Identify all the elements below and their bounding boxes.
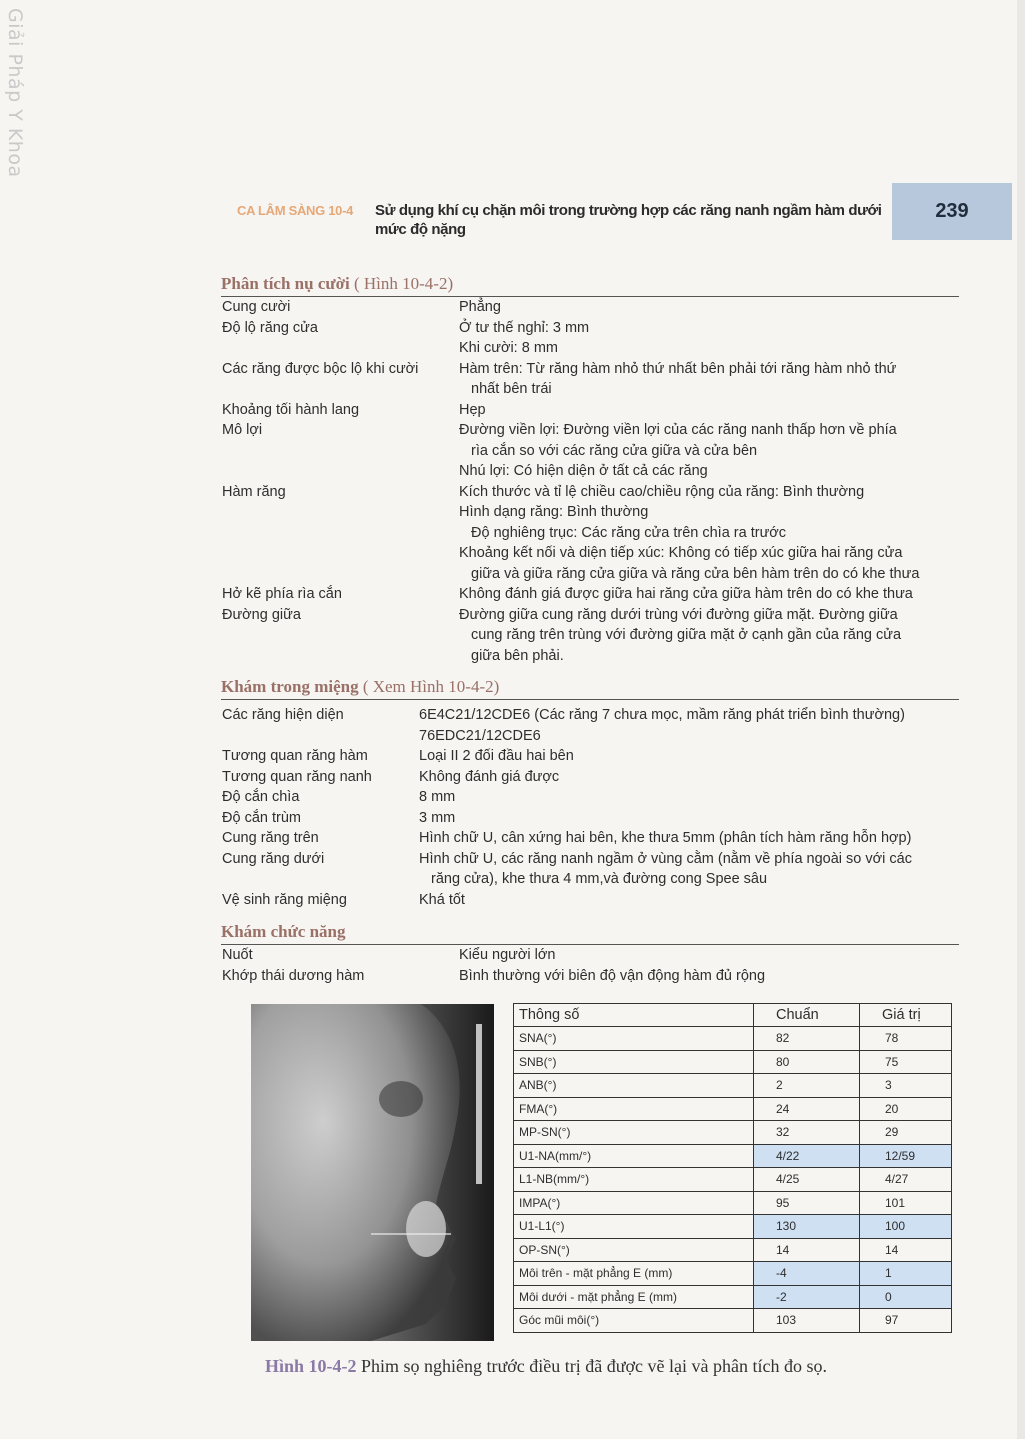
value-line: Nhú lợi: Có hiện diện ở tất cả các răng <box>459 463 708 479</box>
figure-caption: Hình 10-4-2 Phim sọ nghiêng trước điều trị đã được vẽ lại và phân tích đo sọ. <box>265 1356 827 1376</box>
cell-norm: 4/25 <box>754 1168 860 1192</box>
smile-rows <box>221 297 959 666</box>
value-line: Hàm trên: Từ răng hàm nhỏ thứ nhất bên phải tới răng hàm nhỏ thứ <box>459 360 897 377</box>
value-line: Hình chữ U, các răng nanh ngầm ở vùng cằm (nằm về phía ngoài so với các <box>419 850 912 867</box>
info-row <box>221 890 959 911</box>
row-label: Độ lộ răng cửa <box>222 319 318 336</box>
header-norm: Chuẩn <box>754 1004 860 1027</box>
cell-norm: -2 <box>754 1285 860 1309</box>
cell-param: FMA(°) <box>514 1097 754 1121</box>
row-value <box>419 849 959 890</box>
info-row <box>221 400 959 421</box>
cell-param: MP-SN(°) <box>514 1121 754 1145</box>
info-row <box>221 605 959 667</box>
cell-param: Góc mũi môi(°) <box>514 1309 754 1333</box>
info-row <box>221 849 959 890</box>
intraoral-rows <box>221 705 959 910</box>
cell-param: OP-SN(°) <box>514 1238 754 1262</box>
value-line: Độ nghiêng trục: Các răng cửa trên chìa ra trước <box>471 524 787 541</box>
watermark-text: Giải Pháp Y Khoa <box>4 8 26 178</box>
value-line: Hình chữ U, cân xứng hai bên, khe thưa 5mm (phân tích hàm răng hỗn hợp) <box>419 830 912 846</box>
row-label: Cung răng dưới <box>222 850 325 867</box>
info-row <box>221 420 959 482</box>
cell-param: Môi trên - mặt phẳng E (mm) <box>514 1262 754 1286</box>
row-value <box>459 318 959 359</box>
row-label: Khớp thái dương hàm <box>222 967 365 984</box>
value-line: Kích thước và tỉ lệ chiều cao/chiều rộng của răng: Bình thường <box>459 483 865 500</box>
value-line: giữa bên phải. <box>471 647 564 664</box>
table-header-row <box>514 1004 952 1027</box>
row-value <box>419 808 959 829</box>
row-label: Cung răng trên <box>222 830 319 846</box>
value-line: nhất bên trái <box>471 381 552 397</box>
row-label: Tương quan răng hàm <box>222 748 368 764</box>
info-row <box>221 482 959 585</box>
table-row <box>514 1027 952 1051</box>
cell-value: 29 <box>860 1121 952 1145</box>
cell-value: 101 <box>860 1191 952 1215</box>
row-label: Vệ sinh răng miệng <box>222 891 347 908</box>
page-number-box <box>892 183 1012 240</box>
page-edge <box>1017 0 1025 1439</box>
cell-value: 4/27 <box>860 1168 952 1192</box>
value-line: Hẹp <box>459 401 486 418</box>
cell-param: ANB(°) <box>514 1074 754 1098</box>
table-row <box>514 1191 952 1215</box>
info-row <box>221 787 959 808</box>
row-label: Mô lợi <box>222 422 263 438</box>
table-row <box>514 1215 952 1239</box>
cell-norm: 14 <box>754 1238 860 1262</box>
row-value <box>459 420 959 482</box>
cell-norm: 24 <box>754 1097 860 1121</box>
section-title: Khám chức năng <box>221 922 959 945</box>
row-value <box>459 482 959 585</box>
table-row <box>514 1050 952 1074</box>
value-line: Phẳng <box>459 299 501 315</box>
value-line: Bình thường với biên độ vận động hàm đủ rộng <box>459 967 766 984</box>
value-line: Không đánh giá được <box>419 768 560 785</box>
row-value <box>419 705 959 746</box>
row-value <box>419 767 959 788</box>
info-row <box>221 945 959 966</box>
cell-param: U1-L1(°) <box>514 1215 754 1239</box>
info-row <box>221 808 959 829</box>
info-row <box>221 318 959 359</box>
value-line: Kiểu người lớn <box>459 947 556 963</box>
value-line: Khoảng kết nối và diện tiếp xúc: Không có tiếp xúc giữa hai răng cửa <box>459 545 903 561</box>
table-row <box>514 1285 952 1309</box>
value-line: Khi cười: 8 mm <box>459 340 558 356</box>
table-row <box>514 1144 952 1168</box>
row-value <box>419 828 959 849</box>
info-row <box>221 767 959 788</box>
row-label: Các răng được bộc lộ khi cười <box>222 360 419 377</box>
row-label: Độ cắn trùm <box>222 809 301 826</box>
value-line: rìa cắn so với các răng cửa giữa và cửa bên <box>471 442 758 459</box>
cell-value: 100 <box>860 1215 952 1239</box>
cell-value: 75 <box>860 1050 952 1074</box>
functional-section <box>221 922 959 986</box>
info-row <box>221 828 959 849</box>
cell-param: IMPA(°) <box>514 1191 754 1215</box>
value-line: 6E4C21/12CDE6 (Các răng 7 chưa mọc, mầm răng phát triển bình thường) <box>419 707 905 723</box>
cell-value: 78 <box>860 1027 952 1051</box>
cell-value: 0 <box>860 1285 952 1309</box>
info-row <box>221 584 959 605</box>
row-value <box>459 297 959 318</box>
info-row <box>221 297 959 318</box>
cell-param: SNA(°) <box>514 1027 754 1051</box>
table-row <box>514 1309 952 1333</box>
table-row <box>514 1262 952 1286</box>
row-value <box>419 746 959 767</box>
table-row <box>514 1238 952 1262</box>
page-number: 239 <box>935 200 969 222</box>
info-row <box>221 359 959 400</box>
case-title: Sử dụng khí cụ chặn môi trong trường hợp các răng nanh ngầm hàm dưới mức độ nặng <box>375 202 882 238</box>
table-row <box>514 1168 952 1192</box>
row-value <box>459 966 959 987</box>
header-param: Thông số <box>514 1004 754 1027</box>
cell-param: L1-NB(mm/°) <box>514 1168 754 1192</box>
value-line: 8 mm <box>419 789 456 805</box>
table-row <box>514 1121 952 1145</box>
row-label: Hở kẽ phía rìa cắn <box>222 586 342 602</box>
cell-value: 97 <box>860 1309 952 1333</box>
value-line: răng cửa), khe thưa 4 mm,và đường cong Spee sâu <box>431 871 768 887</box>
value-line: 76EDC21/12CDE6 <box>419 727 541 744</box>
cell-param: U1-NA(mm/°) <box>514 1144 754 1168</box>
row-value <box>459 584 959 605</box>
value-line: Loại II 2 đối đầu hai bên <box>419 748 574 764</box>
info-row <box>221 705 959 746</box>
cell-norm: -4 <box>754 1262 860 1286</box>
value-line: Ở tư thế nghỉ: 3 mm <box>459 319 590 336</box>
value-line: cung răng trên trùng với đường giữa mặt ở cạnh gần của răng cửa <box>471 627 902 643</box>
intraoral-section <box>221 677 959 910</box>
value-line: Đường giữa cung răng dưới trùng với đường giữa mặt. Đường giữa <box>459 606 898 623</box>
row-label: Đường giữa <box>222 606 301 623</box>
cell-value: 12/59 <box>860 1144 952 1168</box>
row-value <box>459 359 959 400</box>
row-label: Hàm răng <box>222 483 286 500</box>
header-value: Giá trị <box>860 1004 952 1027</box>
row-label: Khoảng tối hành lang <box>222 401 360 418</box>
info-row <box>221 966 959 987</box>
cell-value: 20 <box>860 1097 952 1121</box>
value-line: Hình dạng răng: Bình thường <box>459 504 649 520</box>
cell-norm: 2 <box>754 1074 860 1098</box>
cell-norm: 130 <box>754 1215 860 1239</box>
cell-param: Môi dưới - mặt phẳng E (mm) <box>514 1285 754 1309</box>
row-value <box>419 787 959 808</box>
row-value <box>459 400 959 421</box>
smile-analysis-section <box>221 274 959 666</box>
cell-value: 3 <box>860 1074 952 1098</box>
table-row <box>514 1097 952 1121</box>
functional-rows <box>221 945 959 986</box>
cell-norm: 82 <box>754 1027 860 1051</box>
row-value <box>459 945 959 966</box>
info-row <box>221 746 959 767</box>
value-line: giữa và giữa răng cửa giữa và răng cửa bên hàm trên do có khe thưa <box>471 565 920 582</box>
row-label: Cung cười <box>222 299 291 315</box>
row-label: Tương quan răng nanh <box>222 768 372 785</box>
section-title: Khám trong miệng ( Xem Hình 10-4-2) <box>221 677 959 700</box>
cell-norm: 4/22 <box>754 1144 860 1168</box>
cell-norm: 103 <box>754 1309 860 1333</box>
case-label: CA LÂM SÀNG 10-4 <box>237 203 354 218</box>
row-label: Các răng hiện diện <box>222 707 344 723</box>
cell-value: 1 <box>860 1262 952 1286</box>
cephalometric-table <box>513 1003 952 1333</box>
cell-norm: 80 <box>754 1050 860 1074</box>
value-line: 3 mm <box>419 809 456 826</box>
value-line: Đường viền lợi: Đường viền lợi của các răng nanh thấp hơn về phía <box>459 422 897 438</box>
row-value <box>419 890 959 911</box>
cell-norm: 95 <box>754 1191 860 1215</box>
cephalometric-xray-image <box>251 1004 494 1341</box>
section-title: Phân tích nụ cười ( Hình 10-4-2) <box>221 274 959 297</box>
row-value <box>459 605 959 667</box>
value-line: Không đánh giá được giữa hai răng cửa giữa hàm trên do có khe thưa <box>459 586 913 602</box>
cell-value: 14 <box>860 1238 952 1262</box>
row-label: Nuốt <box>222 947 253 963</box>
cell-param: SNB(°) <box>514 1050 754 1074</box>
cell-norm: 32 <box>754 1121 860 1145</box>
row-label: Độ cắn chìa <box>222 789 300 805</box>
value-line: Khá tốt <box>419 891 465 908</box>
table-row <box>514 1074 952 1098</box>
